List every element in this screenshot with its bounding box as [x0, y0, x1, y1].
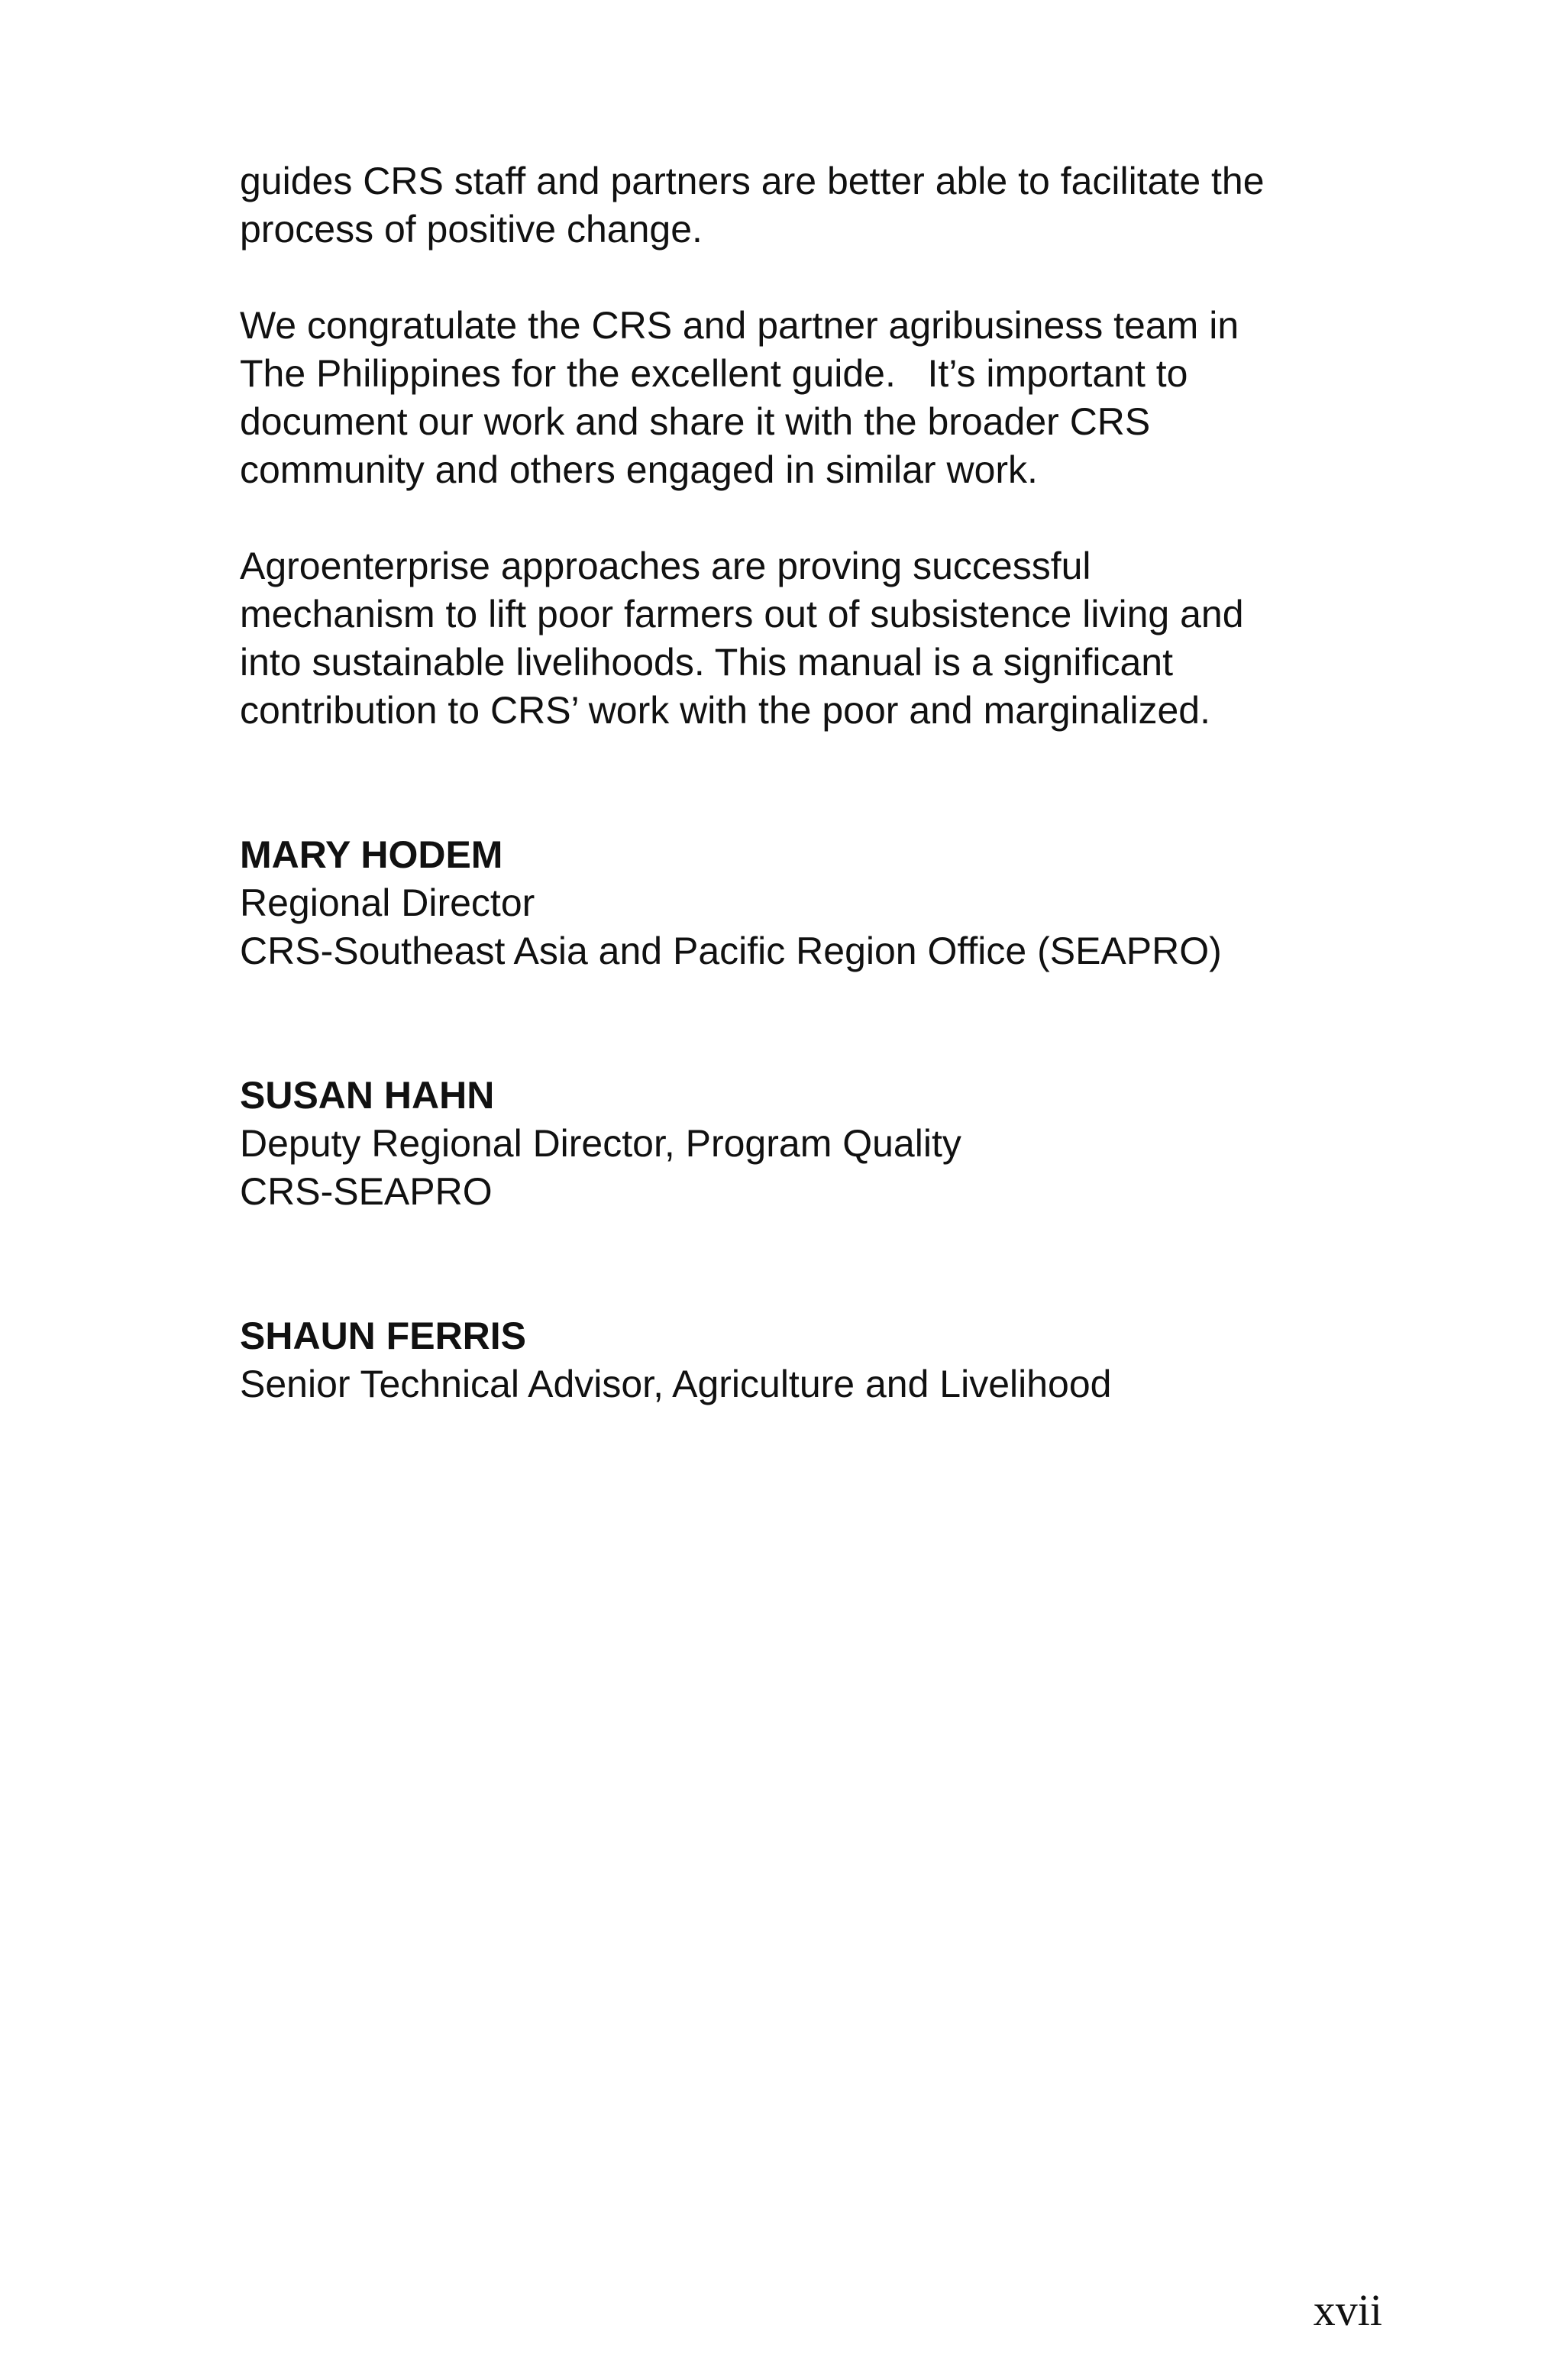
- signatory-organization: CRS-SEAPRO: [240, 1170, 493, 1213]
- signatory-shaun-ferris: [240, 1312, 1385, 1408]
- paragraph-line: document our work and share it with the broader CRS: [240, 400, 1151, 443]
- paragraph-line: contribution to CRS’ work with the poor and marginalized.: [240, 689, 1210, 732]
- paragraph-line: process of positive change.: [240, 208, 703, 251]
- document-body: [240, 157, 1385, 1408]
- signatory-organization: CRS-Southeast Asia and Pacific Region Office (SEAPRO): [240, 930, 1222, 972]
- signatories: [240, 831, 1385, 1408]
- paragraph-line: We congratulate the CRS and partner agribusiness team in: [240, 304, 1239, 347]
- paragraph-line: community and others engaged in similar work.: [240, 448, 1038, 491]
- paragraph-intro: [240, 157, 1385, 254]
- page-number: xvii: [1313, 2285, 1382, 2335]
- signatory-title: Deputy Regional Director, Program Quality: [240, 1122, 961, 1165]
- signatory-mary-hodem: [240, 831, 1385, 975]
- signatory-title: Regional Director: [240, 881, 535, 924]
- signatory-susan-hahn: [240, 1072, 1385, 1216]
- paragraph-agroenterprise: [240, 542, 1385, 735]
- paragraph-line: mechanism to lift poor farmers out of subsistence living and: [240, 593, 1244, 635]
- paragraph-line: Agroenterprise approaches are proving successful: [240, 545, 1091, 587]
- signatory-title: Senior Technical Advisor, Agriculture and Livelihood: [240, 1363, 1112, 1405]
- paragraph-line: guides CRS staff and partners are better able to facilitate the: [240, 160, 1265, 202]
- paragraph-congratulations: [240, 302, 1385, 494]
- paragraph-line: The Philippines for the excellent guide. It’s important to: [240, 352, 1188, 395]
- signatory-name: SHAUN FERRIS: [240, 1314, 527, 1357]
- signatory-name: MARY HODEM: [240, 833, 503, 876]
- signatory-name: SUSAN HAHN: [240, 1074, 495, 1117]
- paragraph-line: into sustainable livelihoods. This manual is a significant: [240, 641, 1173, 684]
